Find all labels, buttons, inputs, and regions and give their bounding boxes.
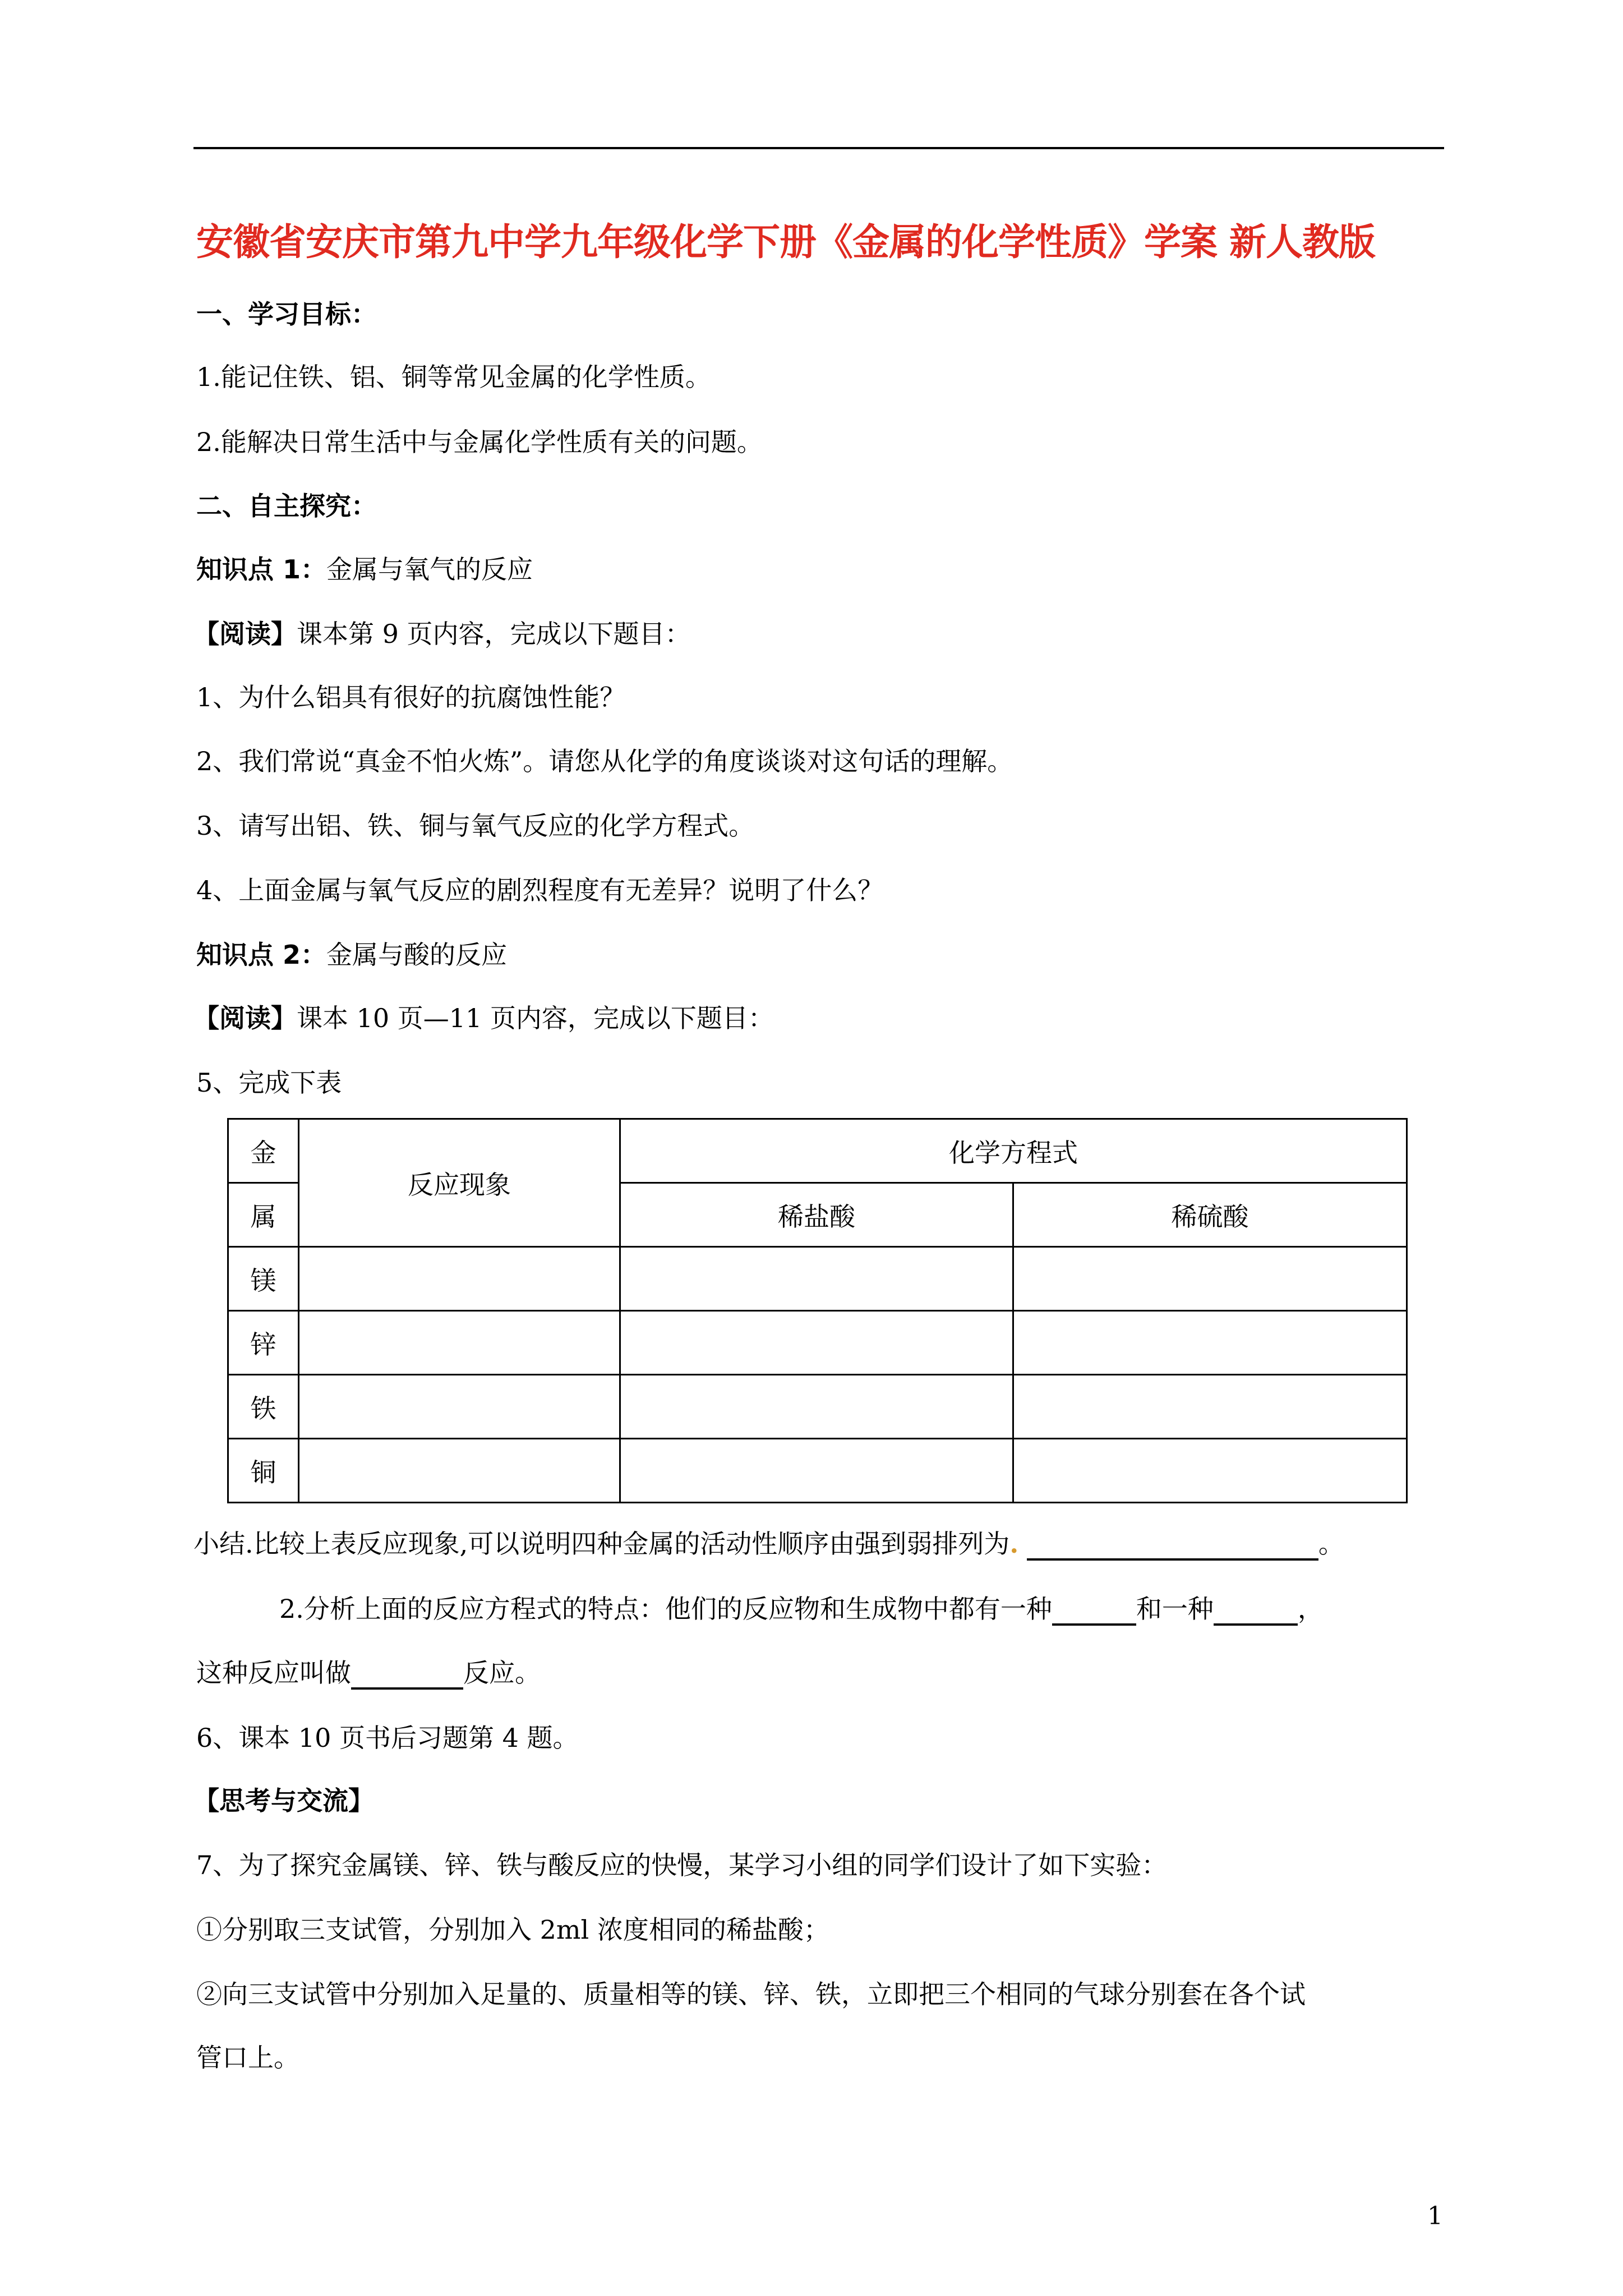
summary-2c: ， bbox=[1297, 1594, 1324, 1624]
h2so4-cell[interactable] bbox=[1013, 1311, 1407, 1375]
kp2-text: 金属与酸的反应 bbox=[326, 940, 508, 970]
summary-line-2 bbox=[279, 1592, 1324, 1626]
question-7: 7、为了探究金属镁、锌、铁与酸反应的快慢，某学习小组的同学们设计了如下实验： bbox=[196, 1850, 1168, 1880]
objective-2: 2.能解决日常生活中与金属化学性质有关的问题。 bbox=[196, 427, 763, 457]
reaction-type-blank[interactable] bbox=[351, 1663, 463, 1690]
product-blank[interactable] bbox=[1214, 1599, 1298, 1626]
kp1-text: 金属与氧气的反应 bbox=[326, 554, 533, 585]
table-row bbox=[228, 1439, 1407, 1503]
reaction-table bbox=[227, 1118, 1408, 1503]
table-row bbox=[228, 1247, 1407, 1311]
summary-text: 小结.比较上表反应现象,可以说明四种金属的活动性顺序由强到弱排列为 bbox=[193, 1529, 1010, 1559]
metal-header-bottom: 属 bbox=[228, 1183, 299, 1247]
kp1-line bbox=[196, 553, 533, 586]
summary-line-3 bbox=[196, 1656, 541, 1690]
kp2-read-text: 课本 10 页—11 页内容，完成以下题目： bbox=[297, 1003, 774, 1033]
hcl-header: 稀盐酸 bbox=[620, 1183, 1013, 1247]
phenomenon-cell[interactable] bbox=[298, 1439, 620, 1503]
question-6: 6、课本 10 页书后习题第 4 题。 bbox=[196, 1723, 579, 1753]
section2-heading: 二、自主探究： bbox=[196, 491, 377, 521]
objective-1: 1.能记住铁、铝、铜等常见金属的化学性质。 bbox=[196, 362, 711, 392]
phenomenon-cell[interactable] bbox=[298, 1375, 620, 1439]
kp2-read-label: 【阅读】 bbox=[193, 1003, 297, 1033]
h2so4-cell[interactable] bbox=[1013, 1375, 1407, 1439]
question-3: 3、请写出铝、铁、铜与氧气反应的化学方程式。 bbox=[196, 811, 755, 841]
document-title: 安徽省安庆市第九中学九年级化学下册《金属的化学性质》学案 新人教版 bbox=[196, 220, 1375, 264]
hcl-cell[interactable] bbox=[620, 1311, 1013, 1375]
kp2-read-line bbox=[193, 1001, 774, 1035]
kp1-read-text: 课本第 9 页内容，完成以下题目： bbox=[297, 619, 691, 649]
h2so4-cell[interactable] bbox=[1013, 1247, 1407, 1311]
step-1: ①分别取三支试管，分别加入 2ml 浓度相同的稀盐酸； bbox=[196, 1915, 829, 1945]
think-heading: 【思考与交流】 bbox=[193, 1786, 374, 1816]
page-number: 1 bbox=[1427, 2202, 1443, 2230]
kp1-read-line bbox=[193, 617, 691, 651]
order-blank[interactable] bbox=[1027, 1534, 1318, 1561]
table-header-row bbox=[228, 1119, 1407, 1183]
summary-line-1 bbox=[193, 1527, 1344, 1561]
question-2: 2、我们常说“真金不怕火炼”。请您从化学的角度谈谈对这句话的理解。 bbox=[196, 746, 1013, 776]
summary-3a: 这种反应叫做 bbox=[196, 1658, 351, 1688]
phenomenon-cell[interactable] bbox=[298, 1311, 620, 1375]
hcl-cell[interactable] bbox=[620, 1375, 1013, 1439]
metal-header-top: 金 bbox=[228, 1119, 299, 1183]
summary-dot: . bbox=[1009, 1529, 1019, 1559]
table-row bbox=[228, 1311, 1407, 1375]
h2so4-cell[interactable] bbox=[1013, 1439, 1407, 1503]
step-2a: ②向三支试管中分别加入足量的、质量相等的镁、锌、铁，立即把三个相同的气球分别套在各个试 bbox=[196, 1979, 1306, 2009]
kp2-label: 知识点 2： bbox=[196, 940, 327, 970]
reactant-blank[interactable] bbox=[1052, 1599, 1136, 1626]
summary-2a: 2.分析上面的反应方程式的特点：他们的反应物和生成物中都有一种 bbox=[279, 1594, 1052, 1624]
question-1: 1、为什么铝具有很好的抗腐蚀性能？ bbox=[196, 682, 626, 712]
equation-header: 化学方程式 bbox=[620, 1119, 1407, 1183]
metal-cell: 锌 bbox=[228, 1311, 299, 1375]
kp1-label: 知识点 1： bbox=[196, 554, 327, 585]
summary-2b: 和一种 bbox=[1136, 1594, 1214, 1624]
metal-cell: 铜 bbox=[228, 1439, 299, 1503]
kp2-line bbox=[196, 938, 507, 972]
step-2b: 管口上。 bbox=[196, 2042, 299, 2073]
header-rule bbox=[193, 147, 1444, 149]
kp1-read-label: 【阅读】 bbox=[193, 619, 297, 649]
phenomenon-header: 反应现象 bbox=[298, 1119, 620, 1247]
question-4: 4、上面金属与氧气反应的剧烈程度有无差异？说明了什么？ bbox=[196, 875, 884, 905]
hcl-cell[interactable] bbox=[620, 1247, 1013, 1311]
metal-cell: 铁 bbox=[228, 1375, 299, 1439]
question-5: 5、完成下表 bbox=[196, 1068, 342, 1098]
metal-cell: 镁 bbox=[228, 1247, 299, 1311]
table-row bbox=[228, 1375, 1407, 1439]
section1-heading: 一、学习目标： bbox=[196, 299, 377, 329]
hcl-cell[interactable] bbox=[620, 1439, 1013, 1503]
summary-end: 。 bbox=[1318, 1529, 1344, 1559]
h2so4-header: 稀硫酸 bbox=[1013, 1183, 1407, 1247]
phenomenon-cell[interactable] bbox=[298, 1247, 620, 1311]
summary-3b: 反应。 bbox=[463, 1658, 541, 1688]
